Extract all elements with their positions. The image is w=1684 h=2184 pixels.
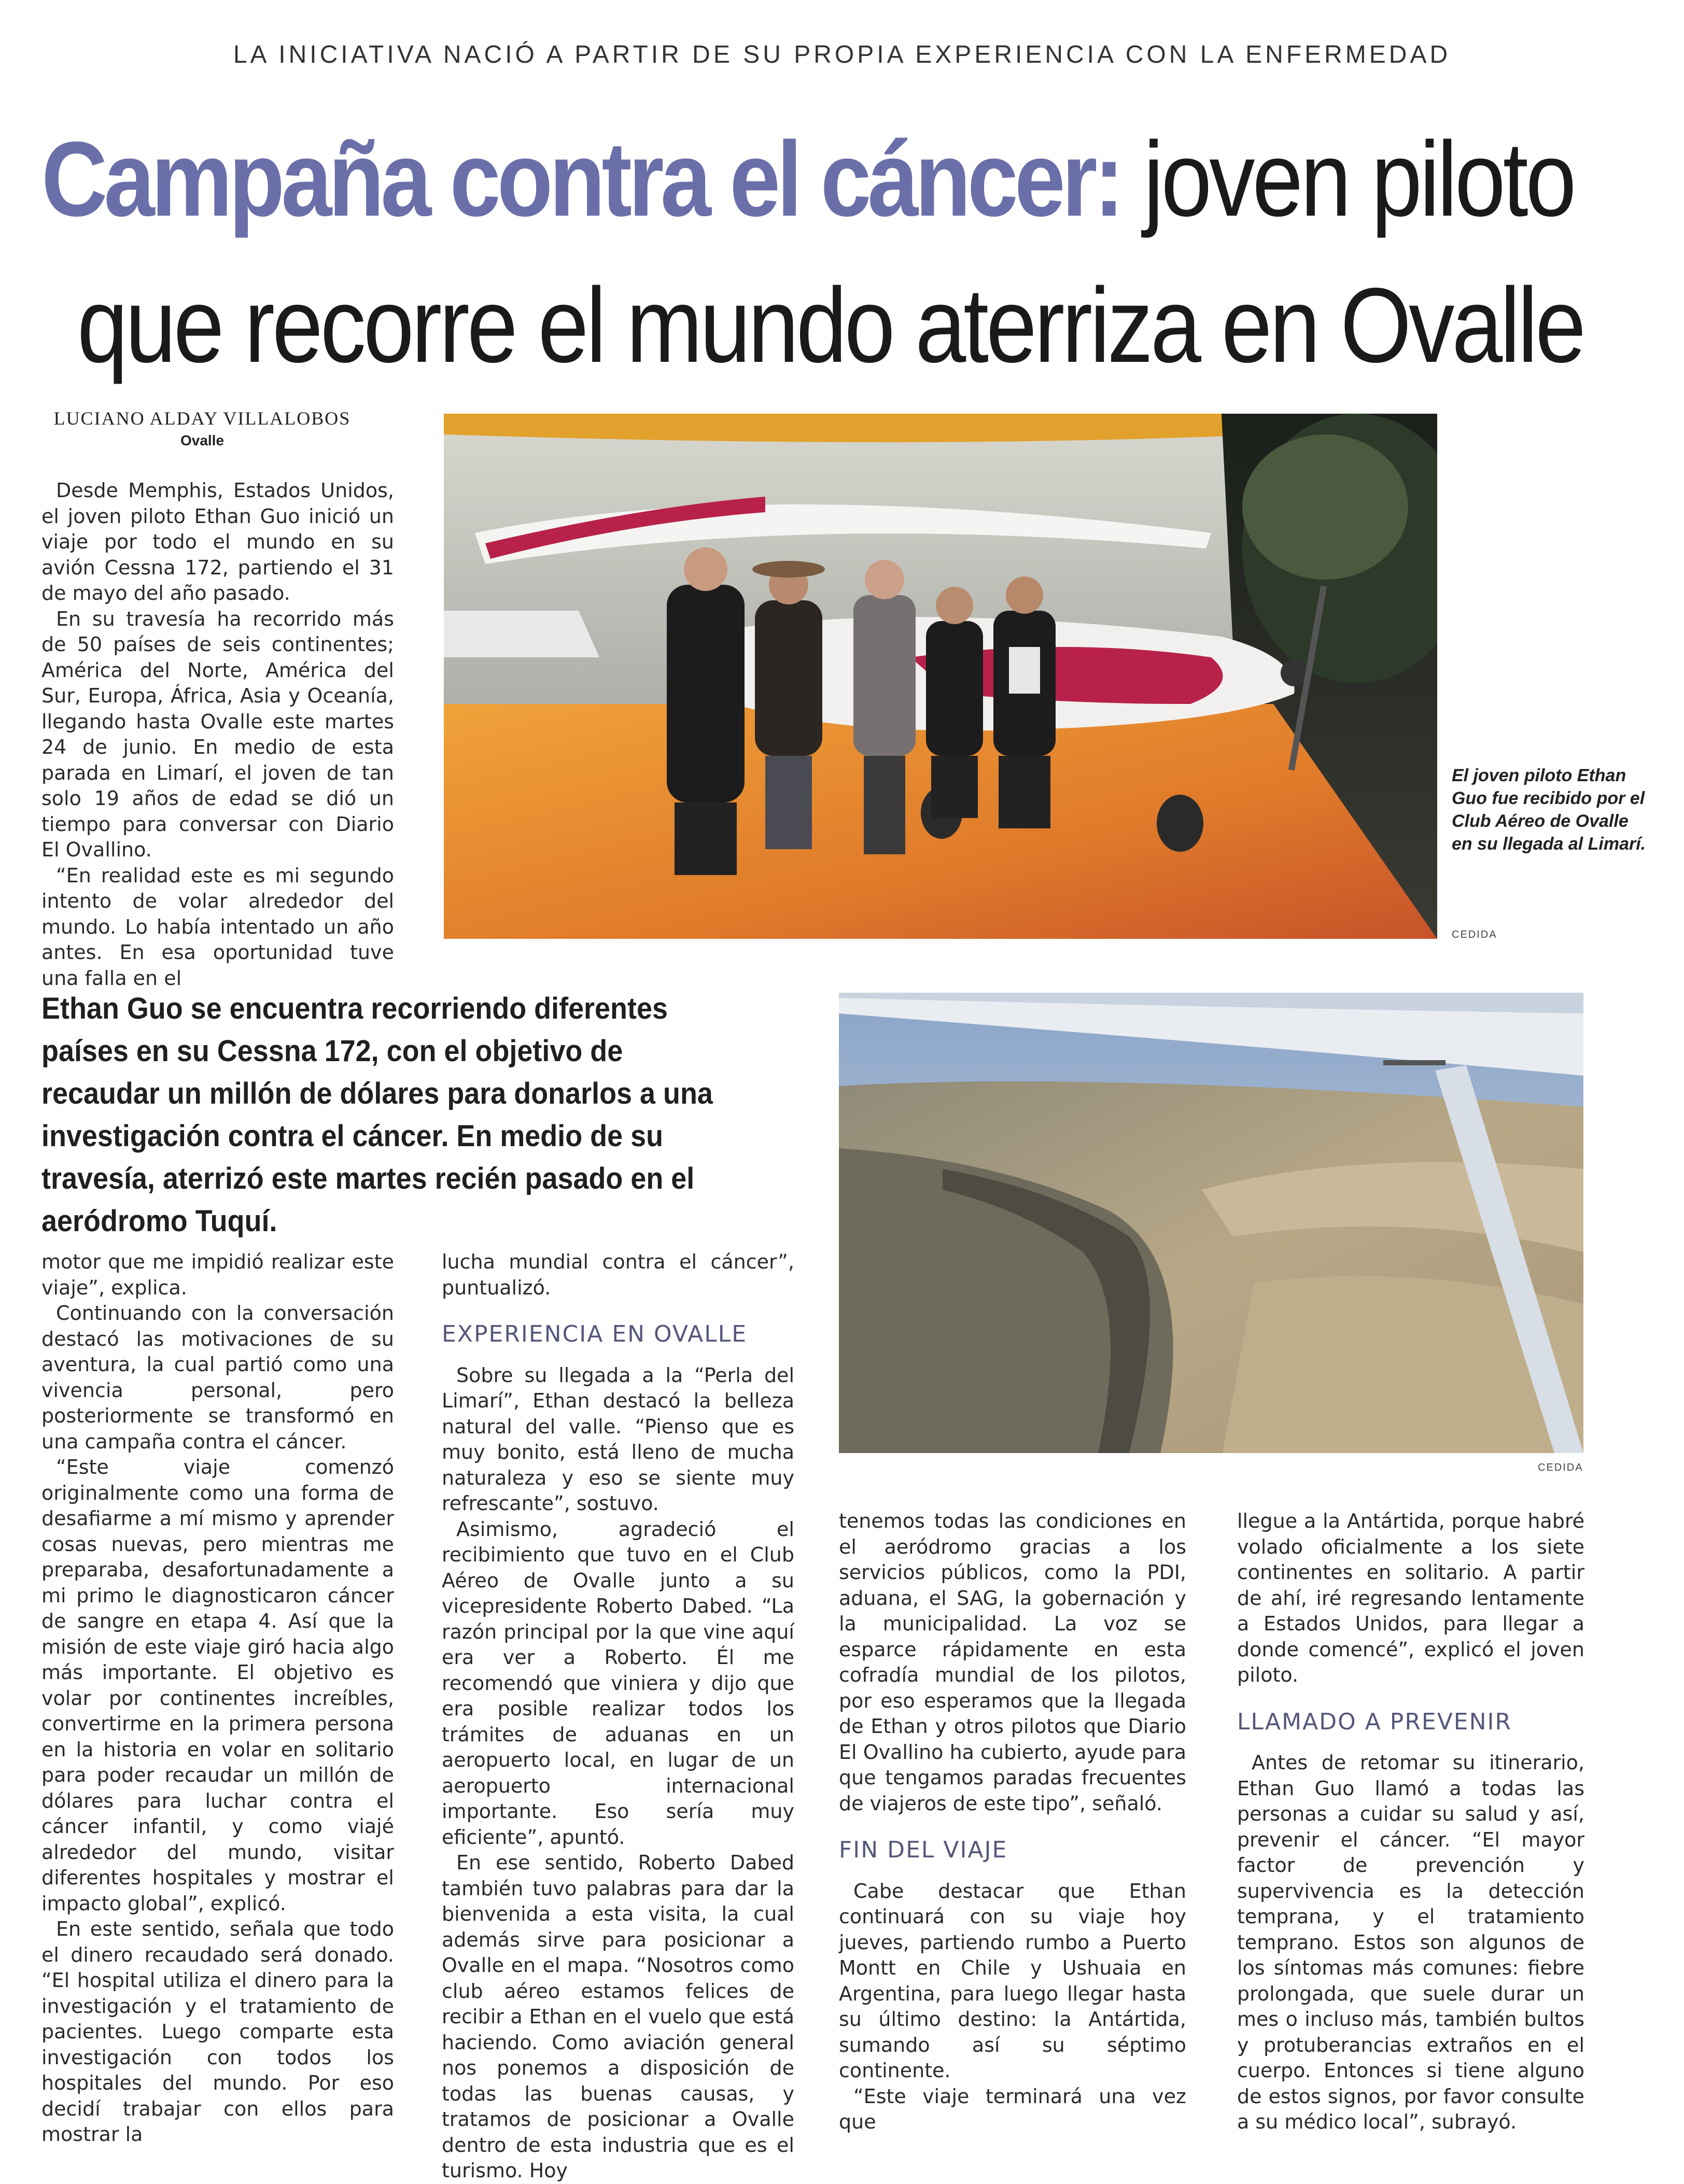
paragraph: En este sentido, señala que todo el dinero recaudado será donado. “El hospital utiliza el dinero para la investigación y el tratamiento de pacientes. Luego comparte esta investigación con todos los hospitales del mundo. Por eso decidí trabajar con ellos para mostrar la: [41, 1918, 394, 2146]
column-2: [442, 1249, 794, 2184]
headline-rest: joven piloto: [1120, 120, 1574, 238]
paragraph: Continuando con la conversación destacó las motivaciones de su aventura, la cual partió como una vivencia personal, pero posteriormente se transformó en una campaña contra el cáncer.: [41, 1302, 394, 1453]
byline-place: Ovalle: [180, 432, 224, 448]
paragraph: Sobre su llegada a la “Perla del Limarí”, Ethan destacó la belleza natural del valle. “Pienso que es muy bonito, está lleno de mucha naturaleza y eso se siente muy refrescante”, sostuvo.: [442, 1363, 794, 1515]
paragraph: “Este viaje comenzó originalmente como una forma de desafiarme a mí mismo y aprender cosas nuevas, pero mientras me preparaba, desafortunadamente a mi primo le diagnosticaron cáncer de sangre en etapa 4. Así que la misión de este viaje giró hacia algo más importante. El objetivo es volar por continentes increíbles, convertirme en la primera persona en la historia en volar en solitario para poder recaudar un millón de dólares para luchar contra el cáncer infantil, y como viajé alrededor del mundo, visitar diferentes hospitales y mostrar el impacto global”, explicó.: [41, 1456, 394, 1915]
aerial-landscape-photo: [839, 993, 1583, 1453]
byline-author: LUCIANO ALDAY VILLALOBOS: [53, 408, 351, 429]
paragraph: “Este viaje terminará una vez que: [839, 2084, 1186, 2133]
paragraph: En su travesía ha recorrido más de 50 países de seis continentes; América del Norte, América del Sur, Europa, África, Asia y Oceanía, llegando hasta Ovalle este martes 24 de junio. En medio de esta parada en Limarí, el joven de tan solo 19 años de edad se dió un tiempo para conversar con Diario El Ovallino.: [41, 607, 394, 861]
headline-highlight: Campaña contra el cáncer:: [41, 120, 1121, 238]
paragraph: motor que me impidió realizar este viaje”, explica.: [41, 1250, 394, 1299]
article-deck: Ethan Guo se encuentra recorriendo diferentes países en su Cessna 172, con el objetivo de recaudar un millón de dólares para donarlos a una investigación contra el cáncer. En medio de su travesía, aterrizó este martes recién pasado en el aeródromo Tuquí.: [41, 992, 713, 1238]
paragraph: “En realidad este es mi segundo intento de volar alrededor del mundo. Lo había intentado un año antes. En esa oportunidad tuve una falla en el: [41, 864, 394, 990]
column-1-top: [41, 478, 394, 991]
paragraph: llegue a la Antártida, porque habré volado oficialmente a los siete continentes en solitario. A partir de ahí, iré regresando lentamente a Estados Unidos, para llegar a donde comencé”, explicó el joven piloto.: [1237, 1510, 1584, 1686]
photo-credit: CEDIDA: [1452, 929, 1497, 940]
paragraph: Desde Memphis, Estados Unidos, el joven piloto Ethan Guo inició un viaje por todo el mundo en su avión Cessna 172, partiendo el 31 de mayo del año pasado.: [41, 479, 394, 604]
headline-line2: que recorre el mundo aterriza en Ovalle: [77, 266, 1583, 385]
paragraph: Antes de retomar su itinerario, Ethan Guo llamó a todas las personas a cuidar su salud y así, prevenir el cáncer. “El mayor factor de prevención y supervivencia es la detección temprana, y el tratamiento temprano. Estos son algunos de los síntomas más comunes: fiebre prolongada, que suele durar un mes o incluso más, también bultos y protuberancias extraños en el cuerpo. Entonces si tiene alguno de estos signos, por favor consulte a su médico local”, subrayó.: [1237, 1751, 1584, 2133]
headline: [41, 106, 1583, 399]
photo-caption: El joven piloto Ethan Guo fue recibido por el Club Aéreo de Ovalle en su llegada al Limarí.: [1452, 766, 1646, 854]
paragraph: tenemos todas las condiciones en el aeródromo gracias a los servicios públicos, como la PDI, aduana, el SAG, la gobernación y la municipalidad. La voz se esparce rápidamente en esta cofradía mundial de los pilotos, por eso esperamos que la llegada de Ethan y otros pilotos que Diario El Ovallino ha cubierto, ayude para que tengamos paradas frecuentes de viajeros de este tipo”, señaló.: [839, 1510, 1186, 1815]
subheading-experiencia: EXPERIENCIA EN OVALLE: [442, 1321, 748, 1347]
subheading-fin-del-viaje: FIN DEL VIAJE: [839, 1837, 1008, 1863]
hangar-group-photo: [444, 414, 1437, 939]
paragraph: Cabe destacar que Ethan continuará con su viaje hoy jueves, partiendo rumbo a Puerto Montt en Chile y Ushuaia en Argentina, para luego llegar hasta su último destino: la Antártida, sumando así su séptimo continente.: [839, 1879, 1186, 2082]
paragraph: Asimismo, agradeció el recibimiento que tuvo en el Club Aéreo de Ovalle junto a su vicepresidente Roberto Dabed. “La razón principal por la que vine aquí era ver a Roberto. Él me recomendó que viniera y dijo que era posible realizar todos los trámites de aduanas en un aeropuerto local, en lugar de un aeropuerto internacional importante. Eso sería muy eficiente”, apuntó.: [442, 1517, 794, 1849]
subheading-llamado-a-prevenir: LLAMADO A PREVENIR: [1237, 1708, 1512, 1735]
column-4: [1237, 1509, 1584, 2135]
kicker: LA INICIATIVA NACIÓ A PARTIR DE SU PROPIA EXPERIENCIA CON LA ENFERMEDAD: [233, 41, 1451, 68]
paragraph: lucha mundial contra el cáncer”, puntualizó.: [442, 1250, 794, 1299]
photo-credit: CEDIDA: [1538, 1462, 1583, 1473]
column-3: [839, 1509, 1186, 2135]
column-1-bottom: [41, 1249, 394, 2148]
paragraph: En ese sentido, Roberto Dabed también tuvo palabras para dar la bienvenida a esta visita, la cual además sirve para posicionar a Ovalle en el mapa. “Nosotros como club aéreo estamos felices de recibir a Ethan en el vuelo que está haciendo. Como aviación general nos ponemos a disposición de todas las buenas causas, y tratamos de posicionar a Ovalle dentro de esta industria que es el turismo. Hoy: [442, 1851, 794, 2182]
